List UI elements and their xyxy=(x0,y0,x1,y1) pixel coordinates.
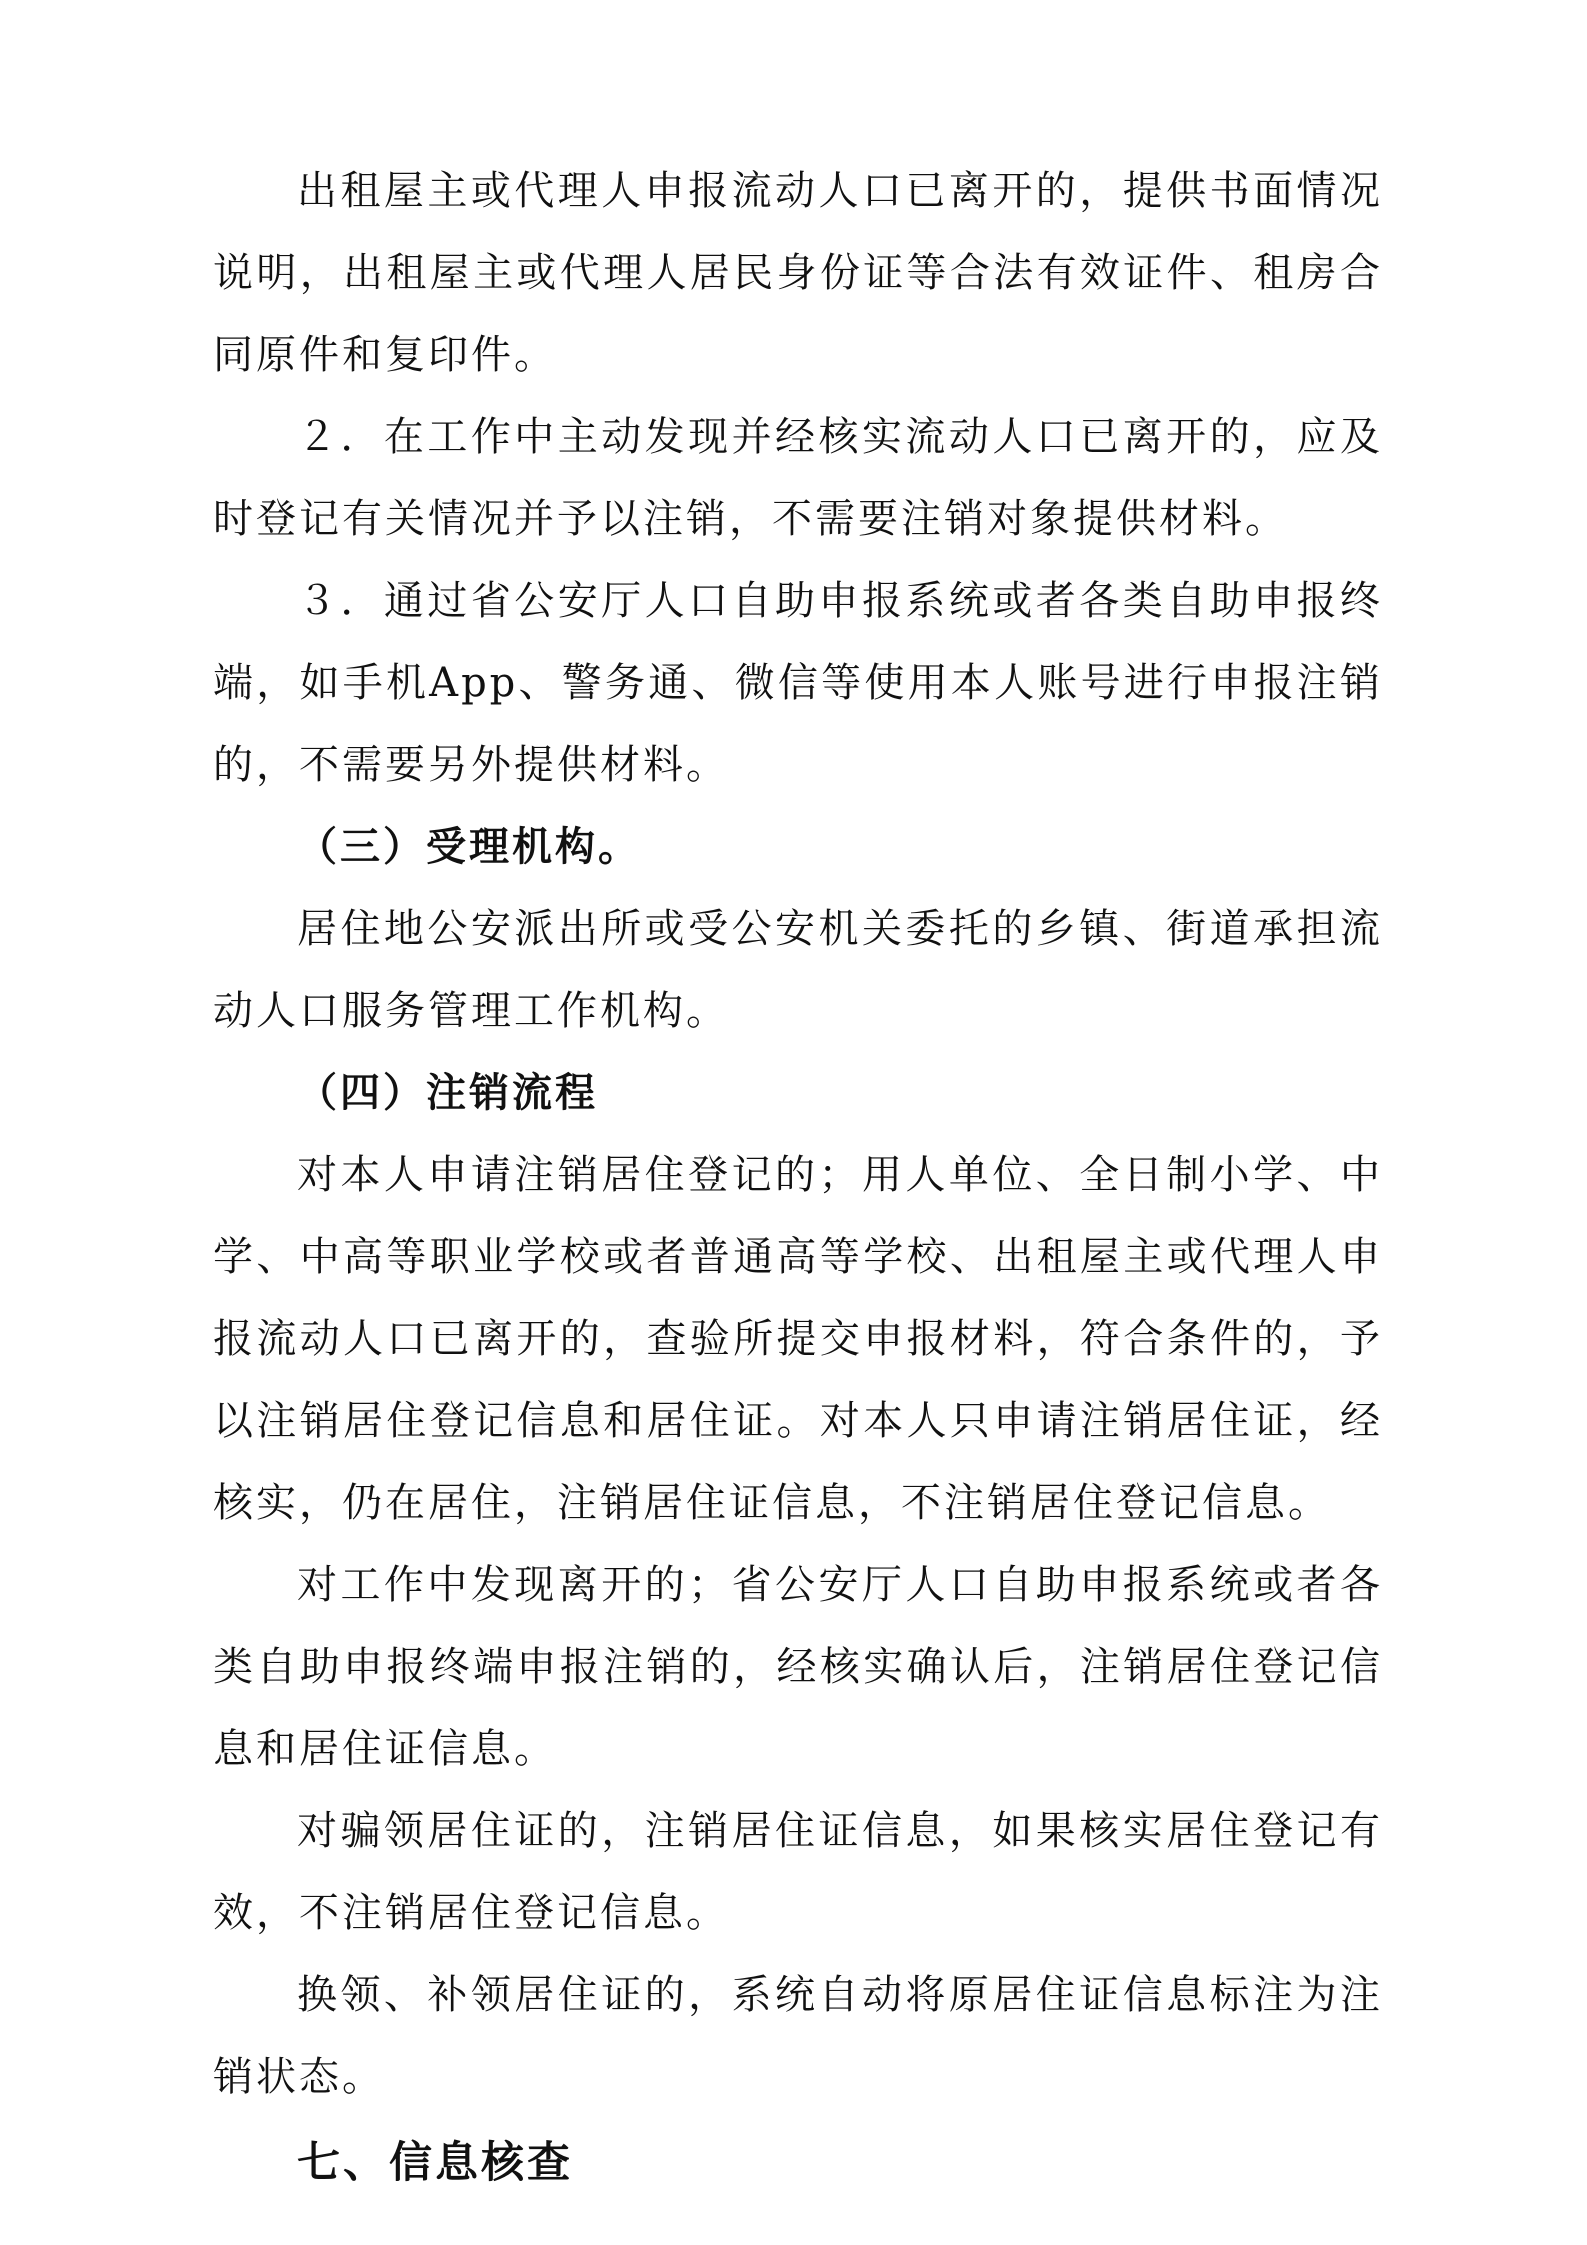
paragraph-process-4: 换领、补领居住证的，系统自动将原居住证信息标注为注销状态。 xyxy=(213,1972,1383,2100)
paragraph-accepting-agency: 居住地公安派出所或受公安机关委托的乡镇、街道承担流动人口服务管理工作机构。 xyxy=(213,906,1383,1034)
paragraph-process-3: 对骗领居住证的，注销居住证信息，如果核实居住登记有效，不注销居住登记信息。 xyxy=(213,1808,1383,1936)
paragraph-landlord-materials: 出租屋主或代理人申报流动人口已离开的，提供书面情况说明，出租屋主或代理人居民身份证等合法有效证件、租房合同原件和复印件。 xyxy=(213,168,1383,378)
paragraph-item-3: ３．通过省公安厅人口自助申报系统或者各类自助申报终端，如手机App、警务通、微信等使用本人账号进行申报注销的，不需要另外提供材料。 xyxy=(213,578,1383,788)
section-heading-info-verification: 七、信息核查 xyxy=(297,2138,573,2188)
paragraph-item-2: ２．在工作中主动发现并经核实流动人口已离开的，应及时登记有关情况并予以注销，不需要注销对象提供材料。 xyxy=(213,414,1383,542)
document-body xyxy=(213,150,1383,2208)
paragraph-process-1: 对本人申请注销居住登记的；用人单位、全日制小学、中学、中高等职业学校或者普通高等学校、出租屋主或代理人申报流动人口已离开的，查验所提交申报材料，符合条件的，予以注销居住登记信息和居住证。对本人只申请注销居住证，经核实，仍在居住，注销居住证信息，不注销居住登记信息。 xyxy=(213,1152,1383,1526)
heading-accepting-agency: （三）受理机构。 xyxy=(297,823,641,870)
paragraph-process-2: 对工作中发现离开的；省公安厅人口自助申报系统或者各类自助申报终端申报注销的，经核实确认后，注销居住登记信息和居住证信息。 xyxy=(213,1562,1383,1772)
heading-cancellation-process: （四）注销流程 xyxy=(297,1069,598,1116)
